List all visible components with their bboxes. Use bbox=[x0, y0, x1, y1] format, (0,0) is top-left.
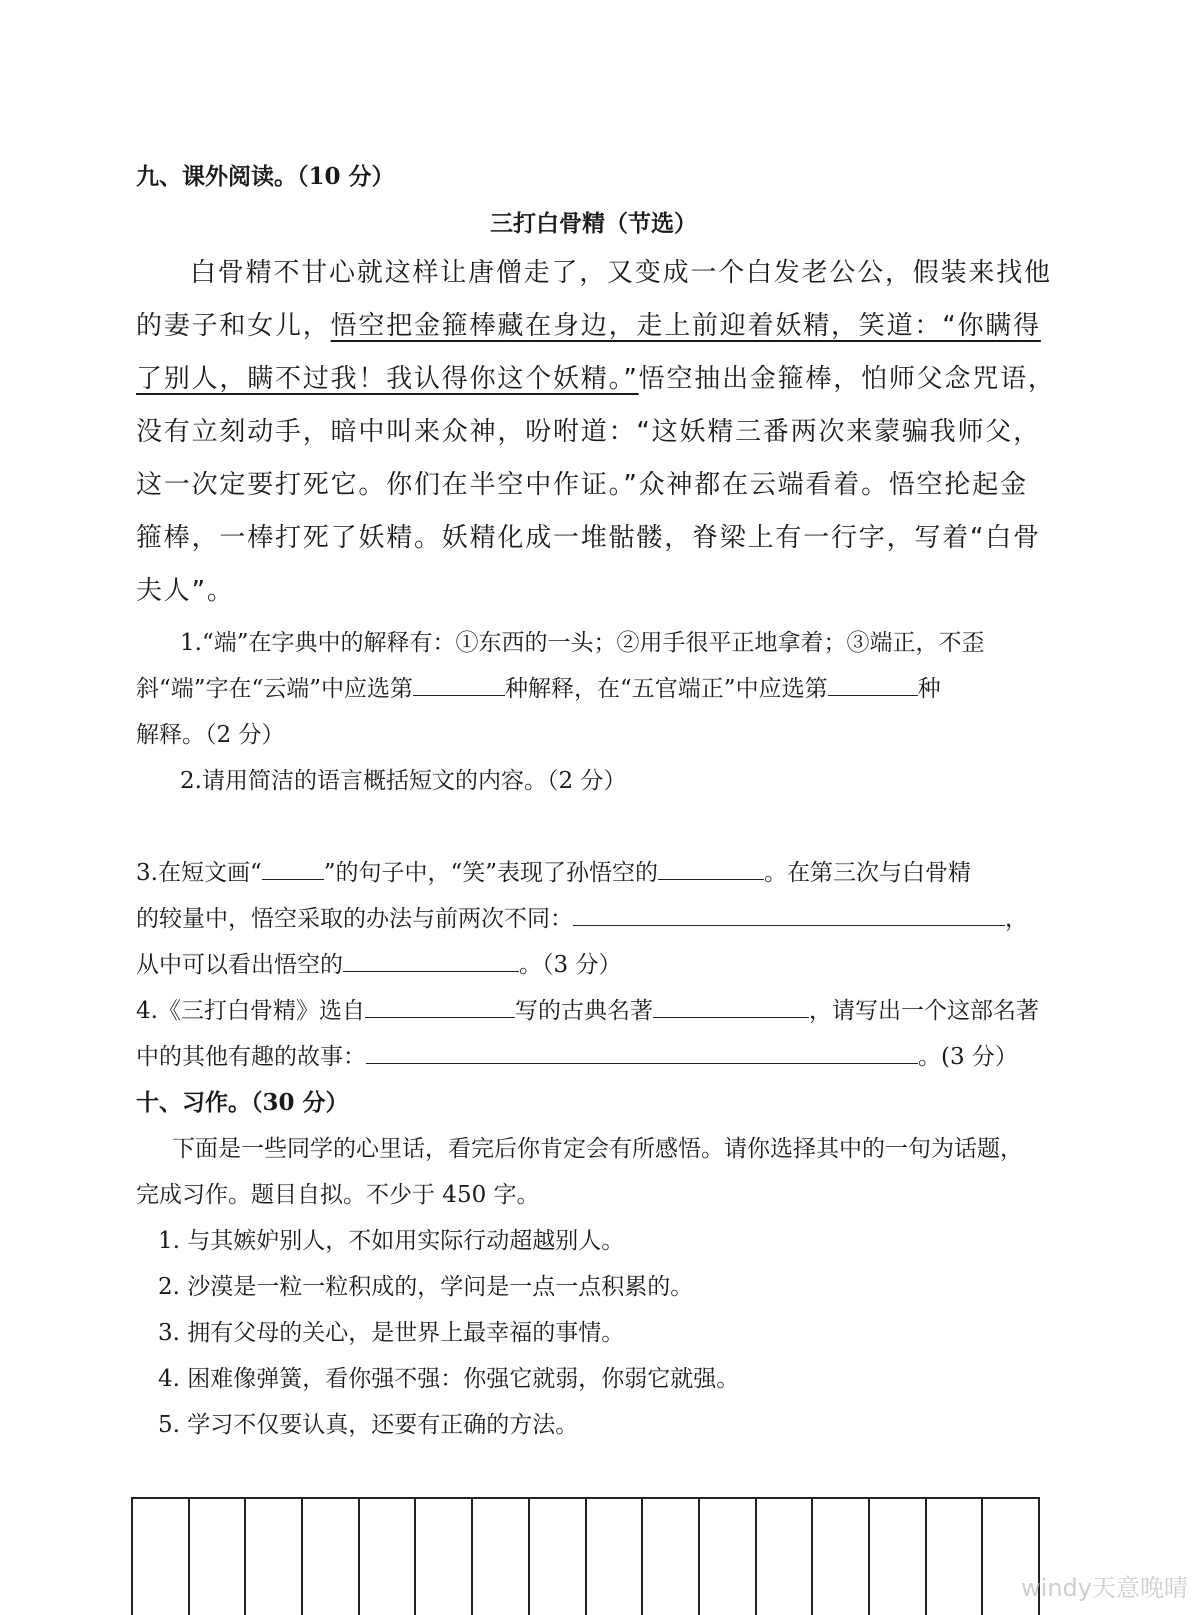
essay-topic-3: 3. 拥有父母的关心，是世界上最幸福的事情。 bbox=[158, 1320, 625, 1346]
q4-text-d: 中的其他有趣的故事： bbox=[136, 1044, 366, 1070]
q1-text-c: 种 bbox=[917, 676, 941, 702]
passage-line-2-plain: 的妻子和女儿， bbox=[136, 311, 331, 341]
grid-cell[interactable] bbox=[927, 1499, 984, 1615]
q3-text-b: ”的句子中，“笑”表现了孙悟空的 bbox=[323, 860, 658, 886]
question-1-line-2 bbox=[136, 670, 941, 703]
grid-cell[interactable] bbox=[133, 1499, 190, 1615]
grid-cell[interactable] bbox=[246, 1499, 303, 1615]
watermark: windy天意晚晴 bbox=[1021, 1574, 1188, 1602]
question-4-line-2 bbox=[136, 1038, 1018, 1071]
essay-topic-1: 1. 与其嫉妒别人，不如用实际行动超越别人。 bbox=[158, 1228, 625, 1254]
q1-text-a: 斜“端”字在“云端”中应选第 bbox=[136, 676, 414, 702]
underlined-sentence-part-1: 悟空把金箍棒藏在身边，走上前迎着妖精，笑道：“你瞒得 bbox=[330, 311, 1041, 341]
section-9-heading: 九、课外阅读。（10 分） bbox=[136, 163, 395, 190]
q3-text-a: 3.在短文画“ bbox=[136, 860, 262, 886]
grid-cell[interactable] bbox=[757, 1499, 814, 1615]
essay-topic-5: 5. 学习不仅要认真，还要有正确的方法。 bbox=[158, 1412, 579, 1438]
q3-blank-2[interactable] bbox=[573, 903, 1005, 926]
q4-text-e: 。(3 分） bbox=[918, 1044, 1018, 1070]
section-10-heading: 十、习作。（30 分） bbox=[136, 1089, 349, 1116]
grid-cell[interactable] bbox=[530, 1499, 587, 1615]
passage-line-6: 箍棒，一棒打死了妖精。妖精化成一堆骷髅，脊梁上有一行字，写着“白骨 bbox=[136, 523, 1041, 553]
q4-blank-3[interactable] bbox=[366, 1041, 918, 1064]
question-1-line-1: 1.“端”在字典中的解释有：①东西的一头；②用手很平正地拿着；③端正，不歪 bbox=[180, 630, 985, 656]
q3-blank-3[interactable] bbox=[343, 949, 519, 972]
q4-text-b: 写的古典名著 bbox=[514, 998, 653, 1024]
grid-cell[interactable] bbox=[870, 1499, 927, 1615]
q3-text-f: 从中可以看出悟空的 bbox=[136, 952, 343, 978]
question-3-line-2 bbox=[136, 900, 1028, 933]
q3-blank-1[interactable] bbox=[658, 857, 764, 880]
passage-title: 三打白骨精（节选） bbox=[490, 210, 697, 237]
question-2: 2.请用简洁的语言概括短文的内容。（2 分） bbox=[180, 768, 627, 794]
passage-line-3-plain: 悟空抽出金箍棒，怕师父念咒语， bbox=[638, 364, 1056, 394]
q1-blank-2[interactable] bbox=[828, 673, 918, 696]
grid-cell[interactable] bbox=[587, 1499, 644, 1615]
grid-cell[interactable] bbox=[190, 1499, 247, 1615]
q3-text-g: 。（3 分） bbox=[519, 952, 622, 978]
q1-text-b: 种解释，在“五官端正”中应选第 bbox=[505, 676, 828, 702]
q3-text-c: 。在第三次与白骨精 bbox=[763, 860, 971, 886]
grid-cell[interactable] bbox=[303, 1499, 360, 1615]
passage-line-4: 没有立刻动手，暗中叫来众神，吩咐道：“这妖精三番两次来蒙骗我师父， bbox=[136, 417, 1041, 447]
essay-intro-line-1: 下面是一些同学的心里话，看完后你肯定会有所感悟。请你选择其中的一句为话题， bbox=[172, 1136, 1023, 1162]
essay-topic-2: 2. 沙漠是一粒一粒积成的，学问是一点一点积累的。 bbox=[158, 1274, 694, 1300]
grid-cell[interactable] bbox=[416, 1499, 473, 1615]
q4-text-a: 4.《三打白骨精》选自 bbox=[136, 998, 365, 1024]
q1-blank-1[interactable] bbox=[413, 673, 505, 696]
q4-text-c: ，请写出一个这部名著 bbox=[808, 998, 1039, 1024]
grid-cell[interactable] bbox=[643, 1499, 700, 1615]
passage-line-2 bbox=[136, 305, 1041, 342]
question-1-line-3: 解释。（2 分） bbox=[136, 722, 285, 748]
q3-underline-mark bbox=[262, 857, 324, 880]
writing-grid[interactable] bbox=[131, 1497, 1040, 1615]
question-3-line-3 bbox=[136, 946, 621, 979]
q4-blank-1[interactable] bbox=[365, 995, 515, 1018]
passage-line-5: 这一次定要打死它。你们在半空中作证。”众神都在云端看着。悟空抡起金 bbox=[136, 470, 1028, 500]
grid-cell[interactable] bbox=[813, 1499, 870, 1615]
question-4-line-1 bbox=[136, 992, 1039, 1025]
essay-intro-line-2: 完成习作。题目自拟。不少于 450 字。 bbox=[136, 1182, 540, 1208]
passage-line-1: 白骨精不甘心就这样让唐僧走了，又变成一个白发老公公，假装来找他 bbox=[190, 258, 1052, 288]
question-3-line-1 bbox=[136, 854, 971, 887]
grid-cell[interactable] bbox=[473, 1499, 530, 1615]
q4-blank-2[interactable] bbox=[653, 995, 809, 1018]
grid-cell[interactable] bbox=[360, 1499, 417, 1615]
passage-line-3 bbox=[136, 358, 1056, 395]
q3-text-e: ， bbox=[1005, 906, 1028, 932]
q3-text-d: 的较量中，悟空采取的办法与前两次不同： bbox=[136, 906, 573, 932]
underlined-sentence-part-2: 了别人，瞒不过我！我认得你这个妖精。” bbox=[136, 364, 639, 394]
passage-line-7: 夫人”。 bbox=[136, 576, 235, 606]
essay-topic-4: 4. 困难像弹簧，看你强不强：你强它就弱，你弱它就强。 bbox=[158, 1366, 740, 1392]
grid-cell[interactable] bbox=[700, 1499, 757, 1615]
